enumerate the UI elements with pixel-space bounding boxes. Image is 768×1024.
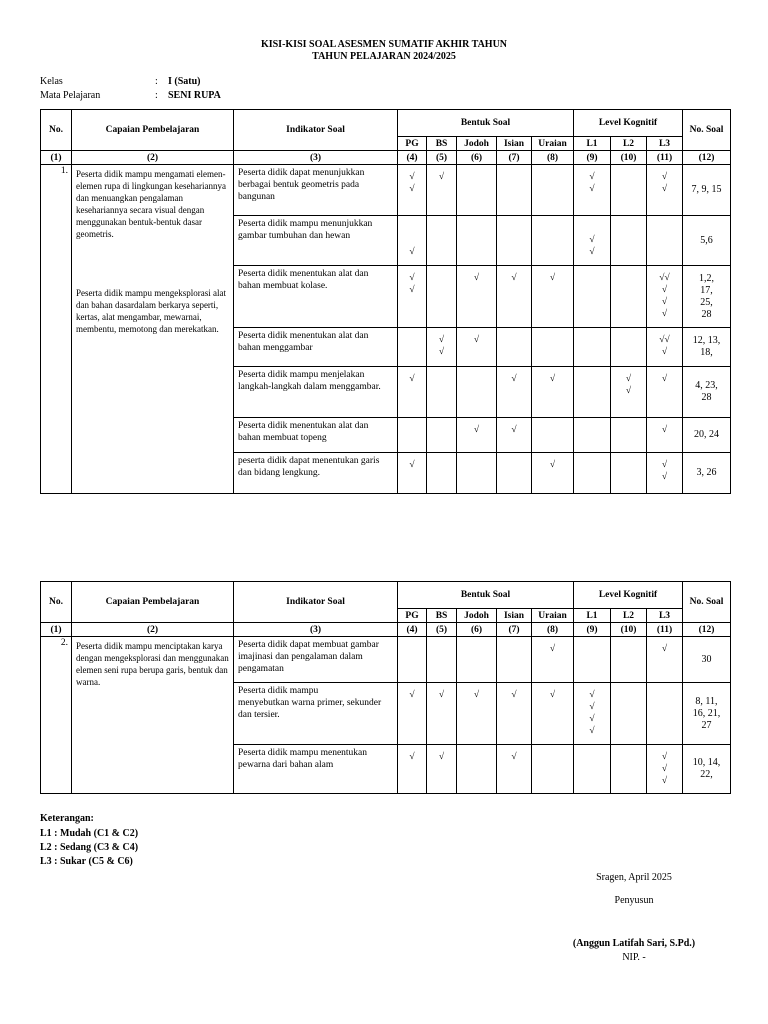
table-row xyxy=(41,637,731,683)
mapel-colon: : xyxy=(155,90,158,101)
col-l1: L1 xyxy=(574,137,611,151)
signer-name: (Anggun Latifah Sari, S.Pd.) xyxy=(572,938,696,949)
check-uraian: √ xyxy=(532,637,574,683)
col-num: (6) xyxy=(457,623,497,637)
check-uraian: √ xyxy=(532,266,574,328)
indikator-cell: Peserta didik menentukan alat dan bahan membuat kolase. xyxy=(234,266,398,328)
indikator-cell: Peserta didik mampu menjelakan langkah-langkah dalam menggambar. xyxy=(234,367,398,418)
check-bs xyxy=(427,418,457,453)
check-jodoh: √ xyxy=(457,683,497,745)
col-num: (11) xyxy=(647,623,683,637)
check-l3: √ xyxy=(647,637,683,683)
col-no: No. xyxy=(41,582,72,623)
check-bs: √ xyxy=(427,745,457,794)
check-l2 xyxy=(611,216,647,266)
check-isian xyxy=(497,637,532,683)
col-no-soal: No. Soal xyxy=(683,110,731,151)
no-soal-cell: 5,6 xyxy=(683,216,731,266)
col-l2: L2 xyxy=(611,609,647,623)
indikator-cell: Peserta didik mampu menyebutkan warna primer, sekunder dan tersier. xyxy=(234,683,398,745)
check-jodoh xyxy=(457,745,497,794)
col-num: (3) xyxy=(234,623,398,637)
no-soal-cell: 30 xyxy=(683,637,731,683)
check-pg: √ xyxy=(398,367,427,418)
col-num: (5) xyxy=(427,623,457,637)
table-row xyxy=(41,165,731,216)
check-l3: √ xyxy=(647,418,683,453)
check-jodoh xyxy=(457,637,497,683)
signer-nip: NIP. - xyxy=(622,952,646,963)
col-capaian: Capaian Pembelajaran xyxy=(72,110,234,151)
check-bs xyxy=(427,637,457,683)
kelas-colon: : xyxy=(155,76,158,87)
col-num: (10) xyxy=(611,151,647,165)
check-jodoh xyxy=(457,216,497,266)
keterangan-title: Keterangan: xyxy=(40,813,94,824)
check-bs xyxy=(427,266,457,328)
check-l1 xyxy=(574,418,611,453)
check-l1 xyxy=(574,266,611,328)
col-indikator: Indikator Soal xyxy=(234,582,398,623)
check-isian: √ xyxy=(497,745,532,794)
no-soal-cell: 12, 13, 18, xyxy=(683,328,731,367)
check-uraian xyxy=(532,216,574,266)
check-l2: √ √ xyxy=(611,367,647,418)
col-uraian: Uraian xyxy=(532,137,574,151)
col-num: (4) xyxy=(398,151,427,165)
signer-role: Penyusun xyxy=(614,895,654,906)
check-bs xyxy=(427,453,457,494)
capaian-cell xyxy=(72,165,234,494)
check-isian: √ xyxy=(497,266,532,328)
mapel-label: Mata Pelajaran xyxy=(40,90,101,101)
mapel-value: SENI RUPA xyxy=(168,90,221,101)
col-num: (8) xyxy=(532,623,574,637)
capaian-text-b: Peserta didik mampu mengeksplorasi alat dan bahan dasardalam berkarya seperti, kertas, alat mengambar, mewarnai, membentu, memotong dan merekatkan. xyxy=(76,288,226,334)
col-jodoh: Jodoh xyxy=(457,137,497,151)
check-pg xyxy=(398,637,427,683)
indikator-cell: peserta didik dapat menentukan garis dan bidang lengkung. xyxy=(234,453,398,494)
capaian-cell xyxy=(72,637,234,794)
check-uraian: √ xyxy=(532,453,574,494)
check-l1: √ √ xyxy=(574,216,611,266)
check-l3: √ √ √ xyxy=(647,745,683,794)
check-l1 xyxy=(574,637,611,683)
row-number: 1. xyxy=(41,165,72,494)
check-l3: √√ √ √ √ xyxy=(647,266,683,328)
col-num: (1) xyxy=(41,623,72,637)
check-l3: √ √ xyxy=(647,165,683,216)
check-l1 xyxy=(574,453,611,494)
check-l1 xyxy=(574,367,611,418)
check-l2 xyxy=(611,683,647,745)
col-pg: PG xyxy=(398,609,427,623)
check-jodoh: √ xyxy=(457,328,497,367)
no-soal-cell: 7, 9, 15 xyxy=(683,165,731,216)
check-l3 xyxy=(647,683,683,745)
check-l2 xyxy=(611,266,647,328)
col-num: (4) xyxy=(398,623,427,637)
kelas-value: I (Satu) xyxy=(168,76,201,87)
check-pg: √ xyxy=(398,683,427,745)
col-num: (5) xyxy=(427,151,457,165)
col-l3: L3 xyxy=(647,137,683,151)
col-num: (2) xyxy=(72,623,234,637)
check-isian xyxy=(497,453,532,494)
check-jodoh: √ xyxy=(457,418,497,453)
indikator-cell: Peserta didik dapat membuat gambar imajinasi dan pengalaman dalam pengamatan xyxy=(234,637,398,683)
check-l2 xyxy=(611,165,647,216)
check-l2 xyxy=(611,328,647,367)
check-l1 xyxy=(574,745,611,794)
no-soal-cell: 10, 14, 22, xyxy=(683,745,731,794)
col-jodoh: Jodoh xyxy=(457,609,497,623)
keterangan-l2: L2 : Sedang (C3 & C4) xyxy=(40,842,139,853)
kelas-label: Kelas xyxy=(40,76,63,87)
check-jodoh xyxy=(457,367,497,418)
col-isian: Isian xyxy=(497,137,532,151)
col-l3: L3 xyxy=(647,609,683,623)
keterangan-l1: L1 : Mudah (C1 & C2) xyxy=(40,828,139,839)
check-pg xyxy=(398,328,427,367)
check-pg: √ xyxy=(398,216,427,266)
indikator-cell: Peserta didik mampu menunjukkan gambar tumbuhan dan hewan xyxy=(234,216,398,266)
indikator-cell: Peserta didik mampu menentukan pewarna dari bahan alam xyxy=(234,745,398,794)
check-isian xyxy=(497,165,532,216)
col-bentuk-soal: Bentuk Soal xyxy=(398,582,574,609)
indikator-cell: Peserta didik dapat menunjukkan berbagai bentuk geometris pada bangunan xyxy=(234,165,398,216)
indikator-cell: Peserta didik menentukan alat dan bahan membuat topeng xyxy=(234,418,398,453)
col-num: (2) xyxy=(72,151,234,165)
check-uraian: √ xyxy=(532,683,574,745)
col-bs: BS xyxy=(427,137,457,151)
col-num: (7) xyxy=(497,623,532,637)
check-uraian xyxy=(532,418,574,453)
check-uraian xyxy=(532,745,574,794)
kisi-table-1 xyxy=(40,109,731,494)
col-num: (12) xyxy=(683,623,731,637)
no-soal-cell: 3, 26 xyxy=(683,453,731,494)
col-num: (12) xyxy=(683,151,731,165)
capaian-text-a: Peserta didik mampu mengamati elemen-elemen rupa di lingkungan kesehariannya dan menuangkan pengalaman kesehariannya secara visual dengan menggunakan bentuk-bentuk dasar geometris. xyxy=(76,169,226,239)
place-date: Sragen, April 2025 xyxy=(596,872,672,883)
check-isian xyxy=(497,328,532,367)
col-num: (7) xyxy=(497,151,532,165)
check-isian: √ xyxy=(497,418,532,453)
check-l1: √ √ √ √ xyxy=(574,683,611,745)
check-bs: √ xyxy=(427,165,457,216)
check-uraian xyxy=(532,165,574,216)
check-jodoh xyxy=(457,453,497,494)
col-no-soal: No. Soal xyxy=(683,582,731,623)
check-l2 xyxy=(611,418,647,453)
check-l3: √ √ xyxy=(647,453,683,494)
col-no: No. xyxy=(41,110,72,151)
col-num: (1) xyxy=(41,151,72,165)
col-bs: BS xyxy=(427,609,457,623)
check-bs: √ xyxy=(427,683,457,745)
col-isian: Isian xyxy=(497,609,532,623)
indikator-cell: Peserta didik menentukan alat dan bahan menggambar xyxy=(234,328,398,367)
col-uraian: Uraian xyxy=(532,609,574,623)
col-level-kognitif: Level Kognitif xyxy=(574,582,683,609)
col-level-kognitif: Level Kognitif xyxy=(574,110,683,137)
check-l3: √ xyxy=(647,367,683,418)
col-l2: L2 xyxy=(611,137,647,151)
col-num: (6) xyxy=(457,151,497,165)
no-soal-cell: 4, 23, 28 xyxy=(683,367,731,418)
kisi-table-2 xyxy=(40,581,731,794)
col-num: (9) xyxy=(574,151,611,165)
col-l1: L1 xyxy=(574,609,611,623)
check-l3 xyxy=(647,216,683,266)
check-l2 xyxy=(611,637,647,683)
check-isian: √ xyxy=(497,683,532,745)
check-l1: √ √ xyxy=(574,165,611,216)
check-l1 xyxy=(574,328,611,367)
check-isian xyxy=(497,216,532,266)
keterangan-l3: L3 : Sukar (C5 & C6) xyxy=(40,856,133,867)
check-uraian xyxy=(532,328,574,367)
col-num: (11) xyxy=(647,151,683,165)
no-soal-cell: 8, 11, 16, 21, 27 xyxy=(683,683,731,745)
check-bs xyxy=(427,367,457,418)
col-capaian: Capaian Pembelajaran xyxy=(72,582,234,623)
check-pg xyxy=(398,418,427,453)
capaian-text: Peserta didik mampu menciptakan karya dengan mengeksplorasi dan menggunakan elemen seni rupa berupa garis, bentuk dan warna. xyxy=(76,641,229,687)
check-pg: √ xyxy=(398,453,427,494)
check-l3: √√ √ xyxy=(647,328,683,367)
doc-title: KISI-KISI SOAL ASESMEN SUMATIF AKHIR TAHUN xyxy=(260,39,508,50)
col-num: (9) xyxy=(574,623,611,637)
col-indikator: Indikator Soal xyxy=(234,110,398,151)
doc-subtitle: TAHUN PELAJARAN 2024/2025 xyxy=(312,51,456,62)
check-l2 xyxy=(611,453,647,494)
check-pg: √ √ xyxy=(398,266,427,328)
check-jodoh xyxy=(457,165,497,216)
no-soal-cell: 1,2, 17, 25, 28 xyxy=(683,266,731,328)
col-bentuk-soal: Bentuk Soal xyxy=(398,110,574,137)
check-uraian: √ xyxy=(532,367,574,418)
check-pg: √ √ xyxy=(398,165,427,216)
check-l2 xyxy=(611,745,647,794)
check-pg: √ xyxy=(398,745,427,794)
check-isian: √ xyxy=(497,367,532,418)
col-num: (8) xyxy=(532,151,574,165)
check-jodoh: √ xyxy=(457,266,497,328)
row-number: 2. xyxy=(41,637,72,794)
no-soal-cell: 20, 24 xyxy=(683,418,731,453)
check-bs: √ √ xyxy=(427,328,457,367)
col-num: (10) xyxy=(611,623,647,637)
col-pg: PG xyxy=(398,137,427,151)
check-bs xyxy=(427,216,457,266)
col-num: (3) xyxy=(234,151,398,165)
